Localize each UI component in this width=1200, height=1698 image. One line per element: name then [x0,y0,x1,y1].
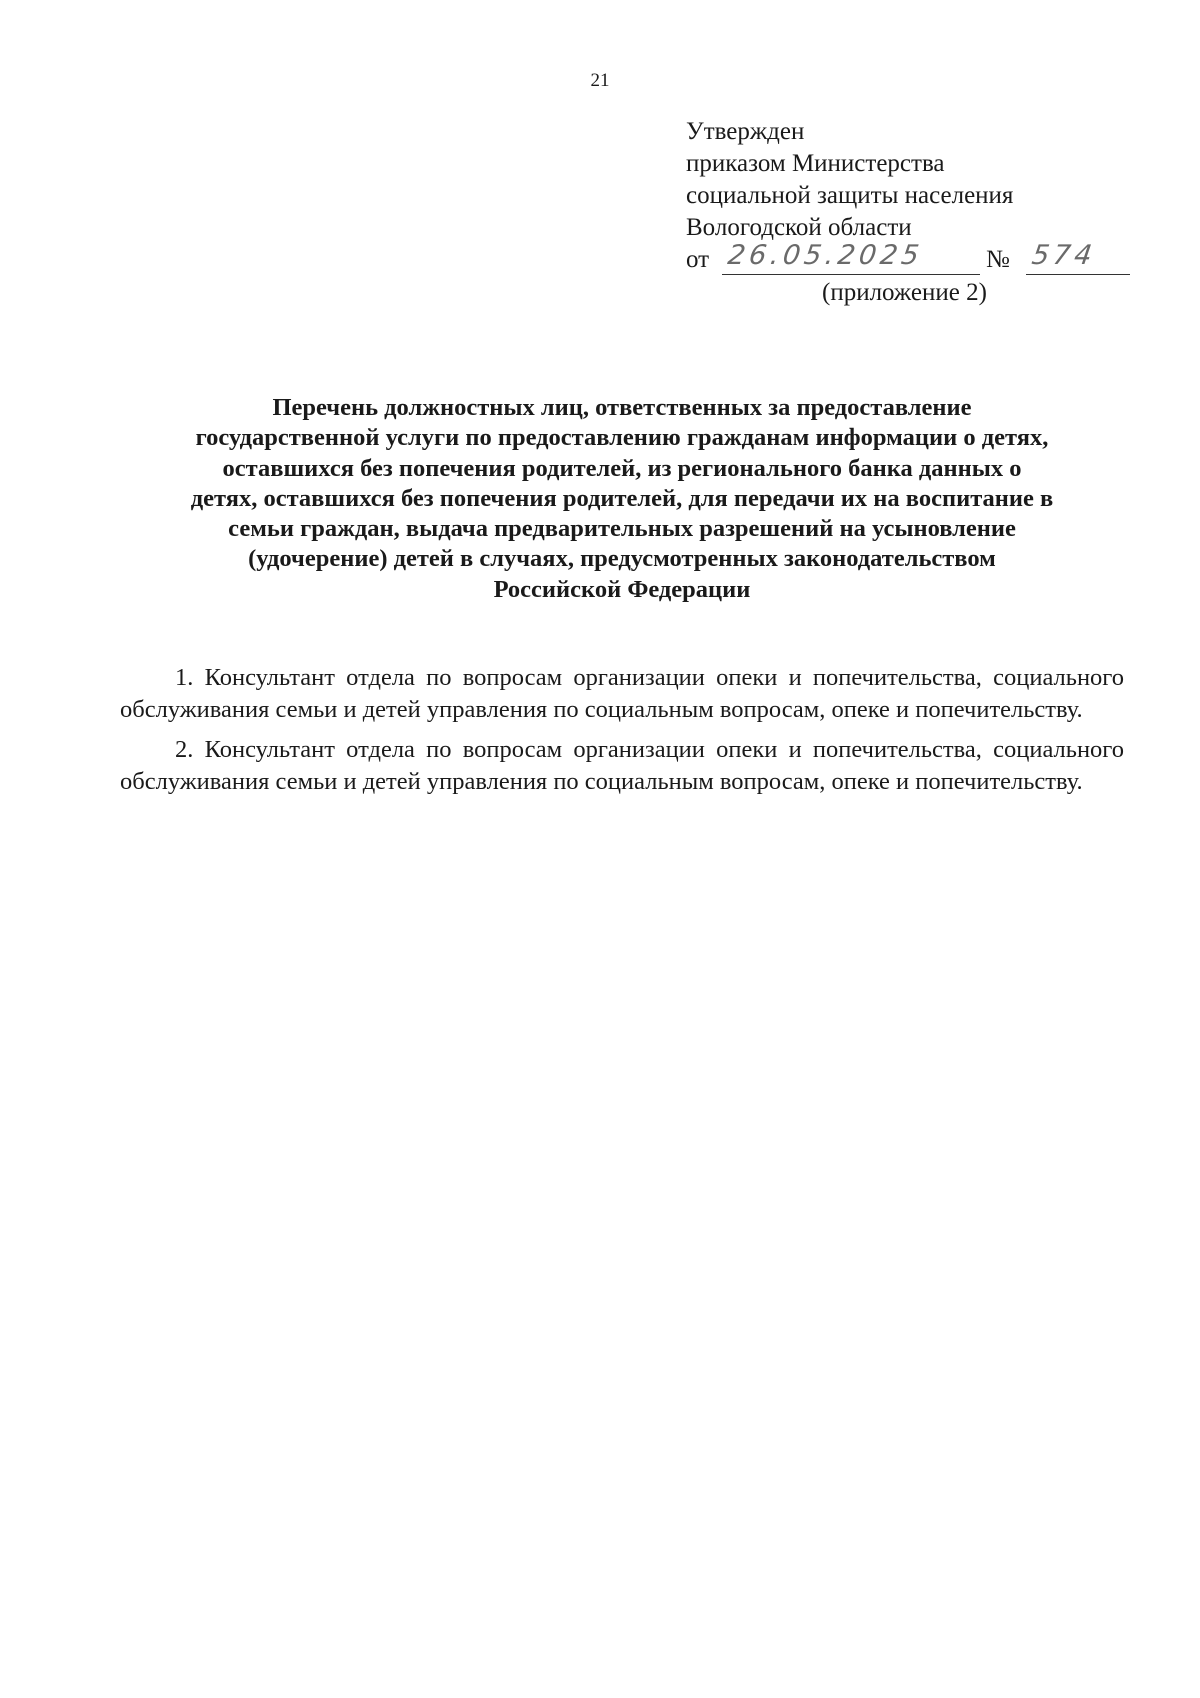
handwritten-number: 574 [1029,240,1098,271]
order-details [686,240,1136,278]
number-label: № [986,246,1010,273]
date-label: от [686,246,710,273]
title-line: государственной услуги по предоставлению гражданам информации о детях, [195,424,1049,452]
approval-line-approved: Утвержден [686,118,805,145]
date-field [722,240,980,275]
appendix-note: (приложение 2) [822,279,987,306]
number-field [1026,240,1130,275]
positions-list [120,662,1124,806]
title-line: Российской Федерации [493,575,751,603]
title-line: семьи граждан, выдача предварительных разрешений на усыновление [228,515,1016,543]
approval-line-region: Вологодской области [686,214,912,241]
handwritten-date: 26.05.2025 [725,240,925,271]
list-item: 1. Консультант отдела по вопросам организации опеки и попечительства, социального обслуживания семьи и детей управления по социальным вопросам, опеке и попечительству. [120,664,1124,723]
approval-line-ministry: социальной защиты населения [686,182,1014,209]
approval-line-order: приказом Министерства [686,150,945,177]
title-line: оставшихся без попечения родителей, из регионального банка данных о [222,454,1022,482]
page-number: 21 [590,70,610,91]
document-title [118,393,1126,605]
list-item: 2. Консультант отдела по вопросам организации опеки и попечительства, социального обслуживания семьи и детей управления по социальным вопросам, опеке и попечительству. [120,736,1124,795]
title-line: (удочерение) детей в случаях, предусмотренных законодательством [248,545,996,573]
approval-block [686,116,1136,308]
title-line: детях, оставшихся без попечения родителей, для передачи их на воспитание в [190,484,1054,512]
title-line: Перечень должностных лиц, ответственных за предоставление [272,394,972,421]
